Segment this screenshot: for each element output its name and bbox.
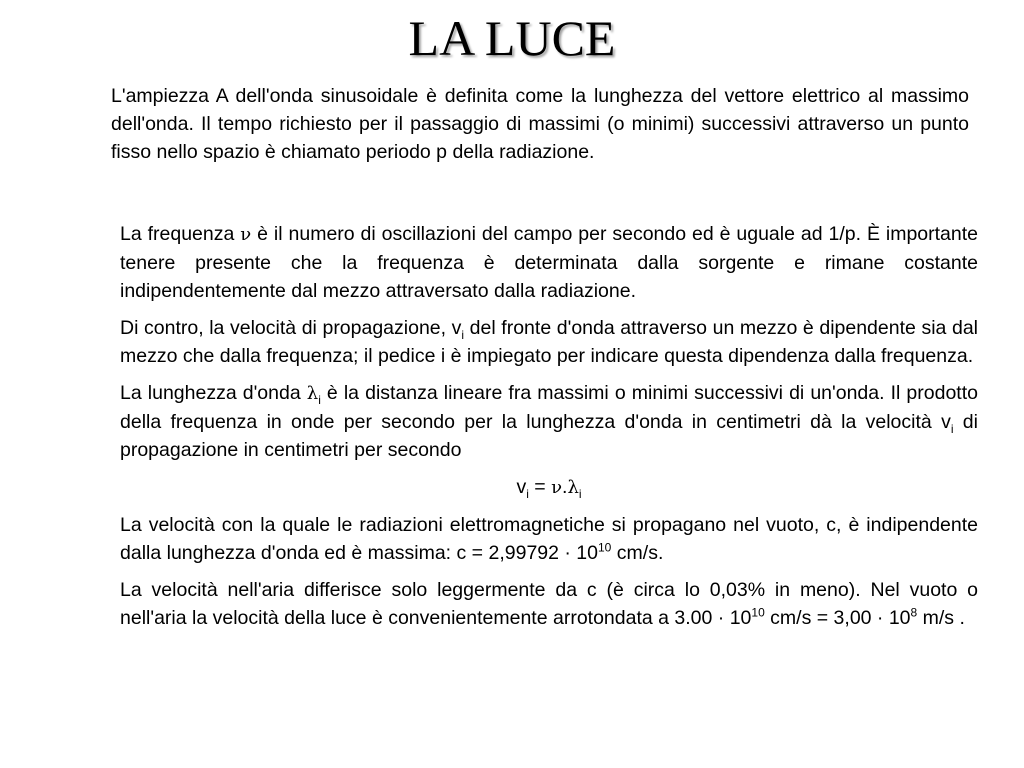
intro-paragraph: L'ampiezza A dell'onda sinusoidale è definita come la lunghezza del vettore elettrico al massimo dell'onda. Il tempo richiesto per il passaggio di massimi (o minimi) successivi attraverso un punto fisso nello spazio è chiamato periodo p della radiazione. (111, 85, 969, 163)
slide-title: LA LUCE (408, 10, 616, 66)
velocity-formula (120, 473, 978, 502)
wavelength-text-c: di propagazione in centimetri per secondo (120, 411, 978, 461)
vacuum-exponent: 10 (598, 540, 612, 555)
lambda-subscript: i (318, 392, 321, 407)
velocity-subscript: i (461, 327, 465, 342)
velocity-text-b: del fronte d'onda attraverso un mezzo è dipendente sia dal mezzo che dalla frequenza; il pedice i è impiegato per indicare questa dipendenza dalla frequenza. (120, 317, 978, 367)
air-text-b: cm/s = 3,00 · 10 (764, 607, 911, 629)
formula-v: v (516, 476, 527, 498)
formula-nu: ν (551, 477, 563, 498)
air-exponent-2: 8 (910, 605, 918, 620)
wavelength-paragraph (120, 379, 978, 464)
frequency-paragraph (120, 220, 978, 305)
velocity-subscript-2: i (950, 421, 954, 436)
formula-equals: = (528, 476, 552, 498)
air-exponent-1: 10 (751, 605, 765, 620)
velocity-text-a: Di contro, la velocità di propagazione, v (120, 317, 462, 339)
formula-lambda-subscript: i (578, 486, 582, 501)
wavelength-text-a: La lunghezza d'onda (120, 382, 307, 404)
vacuum-text-a: La velocità con la quale le radiazioni elettromagnetiche si propagano nel vuoto, c, è indipendente dalla lunghezza d'onda ed è massima: c = 2,99792 · 10 (120, 514, 978, 564)
formula-dot: . (562, 476, 568, 498)
nu-symbol: ν (240, 224, 252, 245)
body-content (120, 220, 978, 641)
formula-lambda: λ (567, 477, 579, 498)
vacuum-speed-paragraph (120, 511, 978, 567)
frequency-text-a: La frequenza (120, 223, 241, 245)
lambda-symbol: λ (306, 383, 319, 404)
formula-v-subscript: i (526, 486, 529, 501)
air-speed-paragraph (120, 576, 978, 632)
velocity-paragraph (120, 314, 978, 370)
vacuum-text-b: cm/s. (611, 542, 664, 564)
air-text-a: La velocità nell'aria differisce solo leggermente da c (è circa lo 0,03% in meno). Nel vuoto o nell'aria la velocità della luce è convenientemente arrotondata a 3.00 · 10 (120, 579, 978, 629)
air-text-c: m/s . (917, 607, 965, 629)
wavelength-text-b: è la distanza lineare fra massimi o minimi successivi di un'onda. Il prodotto della frequenza in onde per secondo per la lunghezza d'onda in centimetri dà la velocità v (120, 382, 978, 433)
frequency-text-b: è il numero di oscillazioni del campo per secondo ed è uguale ad 1/p. È importante tenere presente che la frequenza è determinata dalla sorgente e rimane costante indipendentemente dal mezzo attraversato dalla radiazione. (120, 223, 978, 302)
